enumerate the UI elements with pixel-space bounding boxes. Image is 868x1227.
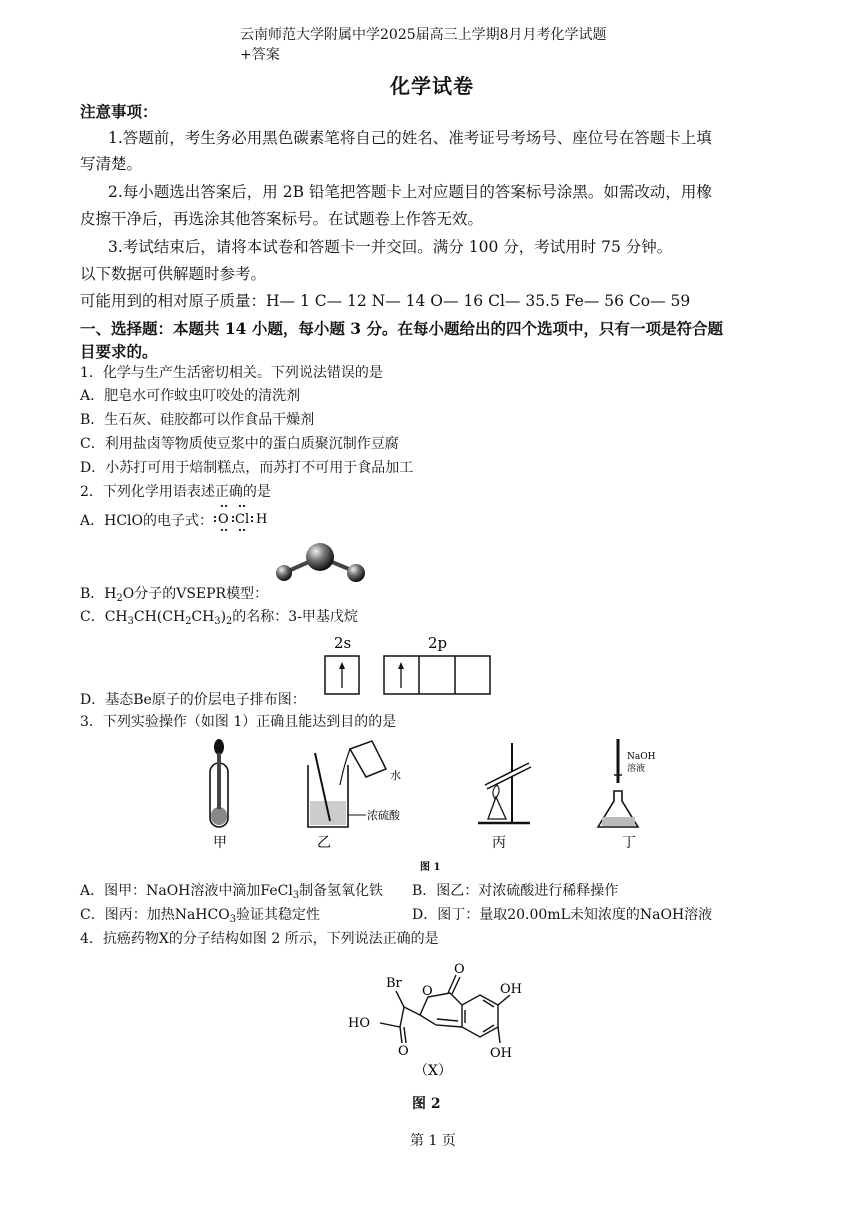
atom-o-top: O <box>454 962 465 977</box>
q2-option-c: C．$CH_3CH(CH_2CH_3)_2$的名称：3-甲基戊烷 <box>80 609 358 627</box>
hclo-cl: Cl <box>235 512 250 527</box>
atom-oh-lower: OH <box>490 1046 512 1061</box>
page-title: 化学试卷 <box>390 74 474 98</box>
q3-option-d: D．图丁：量取20.00mL未知浓度的NaOH溶液 <box>412 907 713 923</box>
q1-option-b: B．生石灰、硅胶都可以作食品干燥剂 <box>80 412 315 428</box>
q1-option-c: C．利用盐卤等物质使豆浆中的蛋白质聚沉制作豆腐 <box>80 436 399 452</box>
atom-br: Br <box>386 976 402 991</box>
notice-ref: 以下数据可供解题时参考。 <box>80 265 267 283</box>
vsepr-model-figure <box>268 540 376 590</box>
q2-option-a: A．HClO的电子式： <box>80 513 213 529</box>
atom-oh-upper: OH <box>500 982 522 997</box>
apparatus-yi <box>308 741 401 851</box>
q3-stem: 3．下列实验操作（如图 1）正确且能达到目的的是 <box>80 714 397 730</box>
hclo-electron-formula <box>212 500 274 534</box>
q3-option-a: A．图甲：NaOH溶液中滴加FeCl$_3$制备氢氧化铁 <box>80 883 384 901</box>
notice-item1-a: 1.答题前，考生务必用黑色碳素笔将自己的姓名、准考证号考场号、座位号在答题卡上填 <box>108 129 712 147</box>
q1-option-d: D．小苏打可用于焙制糕点，而苏打不可用于食品加工 <box>80 460 414 476</box>
apparatus-ding <box>598 739 656 851</box>
molecule-x-structure <box>340 955 530 1081</box>
notice-item2-a: 2.每小题选出答案后，用 2B 铅笔把答题卡上对应题目的答案标号涂黑。如需改动，用橡 <box>108 183 712 201</box>
notice-masses: 可能用到的相对原子质量：H— 1 C— 12 N— 14 O— 16 Cl— 35.5 Fe— 56 Co— 59 <box>80 292 691 310</box>
notice-item1-b: 写清楚。 <box>80 155 143 173</box>
apparatus-bing <box>478 743 530 851</box>
figure-1-caption: 图 1 <box>420 862 441 873</box>
q1-option-a: A．肥皂水可作蚊虫叮咬处的清洗剂 <box>80 388 301 404</box>
page-number: 第 1 页 <box>410 1133 456 1149</box>
figure-1-apparatus <box>190 735 690 870</box>
q2-option-d: D．基态Be原子的价层电子排布图： <box>80 692 306 708</box>
atom-o-ring: O <box>422 984 433 999</box>
q4-stem: 4．抗癌药物X的分子结构如图 2 所示，下列说法正确的是 <box>80 931 439 947</box>
label-solution: 溶液 <box>627 764 646 774</box>
be-orbital-diagram <box>316 630 496 696</box>
label-naoh: NaOH <box>627 752 656 762</box>
hclo-h: H <box>256 512 268 527</box>
apparatus-jia <box>210 739 228 851</box>
q1-stem: 1．化学与生产生活密切相关。下列说法错误的是 <box>80 365 383 381</box>
q3-option-b: B．图乙：对浓硫酸进行稀释操作 <box>412 883 619 899</box>
label-bing: 丙 <box>492 835 506 851</box>
label-conc-acid: 浓硫酸 <box>367 809 400 822</box>
atom-ho: HO <box>348 1016 370 1031</box>
doc-header-line2: +答案 <box>240 47 280 63</box>
label-yi: 乙 <box>317 835 331 851</box>
doc-header-line1: 云南师范大学附属中学2025届高三上学期8月月考化学试题 <box>240 27 607 43</box>
hclo-o: O <box>218 512 229 527</box>
notice-item3: 3.考试结束后，请将本试卷和答题卡一并交回。满分 100 分，考试用时 75 分钟。 <box>108 238 673 256</box>
q3-option-c: C．图丙：加热NaHCO$_3$验证其稳定性 <box>80 907 320 925</box>
label-ding: 丁 <box>622 835 636 851</box>
molecule-label: （X） <box>414 1063 452 1079</box>
notice-item2-b: 皮擦干净后，再选涂其他答案标号。在试题卷上作答无效。 <box>80 210 484 228</box>
orbital-2s-label: 2s <box>334 634 352 652</box>
notice-heading: 注意事项： <box>80 102 158 121</box>
q2-stem: 2．下列化学用语表述正确的是 <box>80 484 271 500</box>
label-jia: 甲 <box>213 835 227 851</box>
section1-line1: 一、选择题：本题共 14 小题，每小题 3 分。在每小题给出的四个选项中，只有一项是符合题 <box>80 319 723 338</box>
label-water: 水 <box>390 769 401 782</box>
section1-line2: 目要求的。 <box>80 342 158 361</box>
atom-o-carbonyl: O <box>398 1044 409 1059</box>
figure-2-caption: 图 2 <box>412 1096 441 1112</box>
q2-option-b: B．$H_2O$分子的VSEPR模型： <box>80 586 269 604</box>
orbital-2p-label: 2p <box>428 634 448 652</box>
